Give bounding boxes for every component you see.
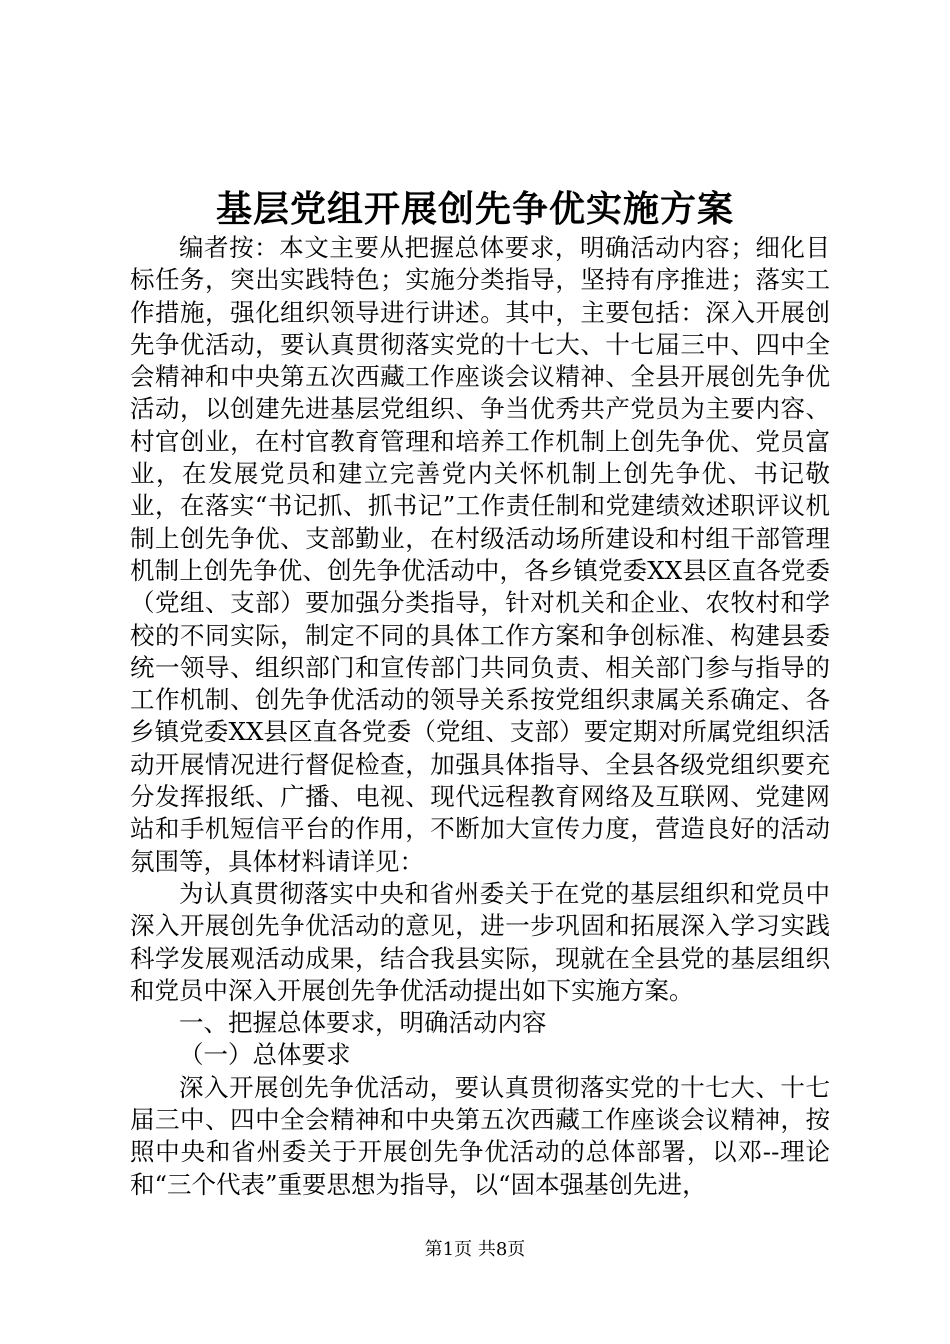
editor-note-block: [130, 232, 830, 878]
section-heading: 一、把握总体要求，明确活动内容: [179, 1008, 547, 1038]
document-title: 基层党组开展创先争优实施方案: [215, 188, 734, 230]
editor-note-paragraph: 编者按：本文主要从把握总体要求，明确活动内容；细化目标任务，突出实践特色；实施分类指导，坚持有序推进；落实工作措施，强化组织领导进行讲述。其中，主要包括：深入开展创先争优活动，要认真贯彻落实党的十七大、十七届三中、四中全会精神和中央第五次西藏工作座谈会议精神、全县开展创先争优活动，以创建先进基层党组织、争当优秀共产党员为主要内容、村官创业，在村官教育管理和培养工作机制上创先争优、党员富业，在发展党员和建立完善党内关怀机制上创先争优、书记敬业，在落实“书记抓、抓书记”工作责任制和党建绩效述职评议机制上创先争优、支部勤业，在村级活动场所建设和村组干部管理机制上创先争优、创先争优活动中，各乡镇党委XX县区直各党委（党组、支部）要加强分类指导，针对机关和企业、农牧村和学校的不同实际，制定不同的具体工作方案和争创标准、构建县委统一领导、组织部门和宣传部门共同负责、相关部门参与指导的工作机制、创先争优活动的领导关系按党组织隶属关系确定、各乡镇党委XX县区直各党委（党组、支部）要定期对所属党组织活动开展情况进行督促检查，加强具体指导、全县各级党组织要充分发挥报纸、广播、电视、现代远程教育网络及互联网、党建网站和手机短信平台的作用，不断加大宣传力度，营造良好的活动氛围等，具体材料请详见：: [130, 233, 830, 876]
page-footer: 第1页 共8页: [424, 1239, 526, 1260]
subsection-heading: （一）总体要求: [179, 1040, 351, 1070]
main-text-block: [130, 878, 830, 1201]
body-paragraph: 深入开展创先争优活动，要认真贯彻落实党的十七大、十七届三中、四中全会精神和中央第五次西藏工作座谈会议精神，按照中央和省州委关于开展创先争优活动的总体部署，以邓--理论和“三个代表”重要思想为指导，以“固本强基创先进，: [130, 1072, 830, 1199]
intro-paragraph: 为认真贯彻落实中央和省州委关于在党的基层组织和党员中深入开展创先争优活动的意见，进一步巩固和拓展深入学习实践科学发展观活动成果，结合我县实际，现就在全县党的基层组织和党员中深入开展创先争优活动提出如下实施方案。: [130, 879, 830, 1005]
